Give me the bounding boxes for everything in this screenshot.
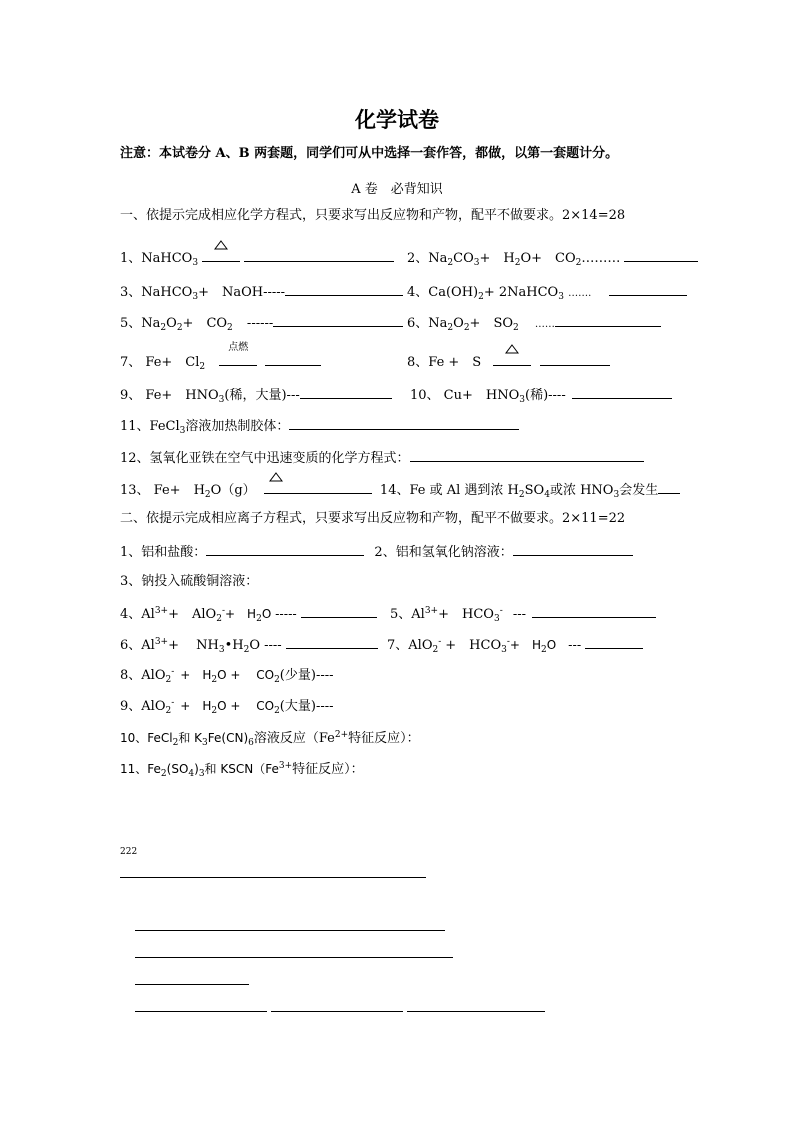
question-a1-7: 7、 Fe+ $Cl_2$ 点燃 [120,353,321,371]
question-a1-12: 12、氢氧化亚铁在空气中迅速变质的化学方程式： [120,449,644,467]
question-b4-conditions [135,999,545,1017]
question-a2-5: 5、$Al^{3+}+$ $HCO_3^-$ --- [390,605,656,623]
question-b2 [135,918,445,936]
notice-text: 注意：本试卷分 A、B 两套题，同学们可从中选择一套作答，都做，以第一套题计分。 [120,146,619,161]
question-a1-9: 9、 Fe+ $HNO_3$(稀，大量)--- [120,386,392,404]
question-a1-3: 3、NaHCO$_3$+ NaOH----- [120,283,403,301]
answer-blank[interactable] [289,417,519,430]
question-a2-6: 6、$Al^{3+}+$ $NH_3•H_2O$ ---- [120,636,378,654]
answer-blank[interactable] [135,972,249,985]
question-a2-4: 4、$Al^{3+}+$ AlO$_2$-+ $H_2O$ ----- [120,605,377,623]
answer-blank[interactable] [271,999,403,1012]
question-a1-4: 4、$Ca(OH)_2+$ 2NaHCO$_3$ ……. [407,283,687,302]
question-b1-line2 [120,865,426,883]
answer-blank[interactable] [135,918,445,931]
heat-triangle-icon [505,344,519,354]
section-a-header: A 卷 必背知识 [351,182,443,197]
question-a2-1: 1、铝和盐酸： 2、铝和氢氧化钠溶液： [120,543,633,561]
question-a2-8: 8、AlO$_2$- + $H_2O$ + $CO_2$(少量)---- [120,667,334,685]
answer-blank[interactable] [513,543,633,556]
answer-blank[interactable] [120,865,426,878]
heat-condition [202,249,240,262]
answer-blank[interactable] [135,999,267,1012]
answer-blank[interactable] [555,314,661,327]
answer-blank[interactable] [407,999,545,1012]
answer-blank[interactable] [658,481,680,494]
question-b1: 222 [120,847,138,857]
heat-triangle-icon [269,472,283,482]
answer-blank[interactable] [244,249,394,262]
answer-blank[interactable] [135,945,453,958]
question-a1-5: 5、$Na_2O_2+$ $CO_2$ ------ [120,314,403,332]
exam-title: 化学试卷 [355,107,439,132]
heat-triangle-icon [214,240,228,250]
answer-blank[interactable] [410,449,644,462]
answer-blank[interactable] [540,353,610,366]
answer-blank[interactable] [286,636,378,649]
answer-blank[interactable] [288,481,372,494]
answer-blank[interactable] [624,249,698,262]
question-a1-13: 13、 Fe+ $H_2O(g)$ 14、Fe 或 Al 遇到浓 $H_2SO_4$或浓 $HNO_3$会发生 [120,481,680,499]
answer-blank[interactable] [285,283,403,296]
question-a1-8: 8、Fe + S [407,353,610,371]
heat-condition [493,353,531,366]
answer-blank[interactable] [609,283,687,296]
question-a2-3: 3、钠投入硫酸铜溶液： [120,574,259,589]
answer-blank[interactable] [585,636,643,649]
answer-blank[interactable] [572,386,672,399]
question-a2-7: 7、AlO$_2$- + $HCO_3^-+$ $H_2O$ --- [387,636,643,654]
answer-blank[interactable] [206,543,364,556]
question-a1-11: 11、FeCl$_3$溶液加热制胶体： [120,417,519,435]
heat-condition [264,481,288,494]
answer-blank[interactable] [273,314,403,327]
question-b4 [135,972,249,990]
answer-blank[interactable] [300,386,392,399]
question-a1-6: 6、$Na_2O_2+$ $SO_2$ …… [407,314,661,333]
question-a2-9: 9、AlO$_2$- + $H_2O$ + $CO_2$(大量)---- [120,698,334,716]
question-a2-11: 11、$Fe_2(SO_4)_3$和 $KSCN(Fe^{3+}$特征反应）： [120,761,364,779]
section-a-part2-heading: 二、依提示完成相应离子方程式，只要求写出反应物和产物，配平不做要求。2×11=22 [120,511,626,526]
section-a-part1-heading: 一、依提示完成相应化学方程式，只要求写出反应物和产物，配平不做要求。2×14=28 [120,208,626,223]
question-b3 [135,945,453,963]
question-a1-10: 10、 Cu+ $HNO_3$(稀)---- [410,386,672,404]
answer-blank[interactable] [532,605,656,618]
question-a1-1: 1、NaHCO$_3$ [120,249,394,267]
question-a2-10: 10、FeCl$_2$和 $K_3Fe(CN)_6$溶液反应（$Fe^{2+}$特征反应）： [120,730,420,748]
answer-blank[interactable] [265,353,321,366]
answer-blank[interactable] [301,605,377,618]
question-a1-2: 2、$Na_2CO_3+$ $H_2O+$ $CO_2\dots\dots\dots$ [407,249,698,267]
ignite-condition: 点燃 [219,353,257,366]
